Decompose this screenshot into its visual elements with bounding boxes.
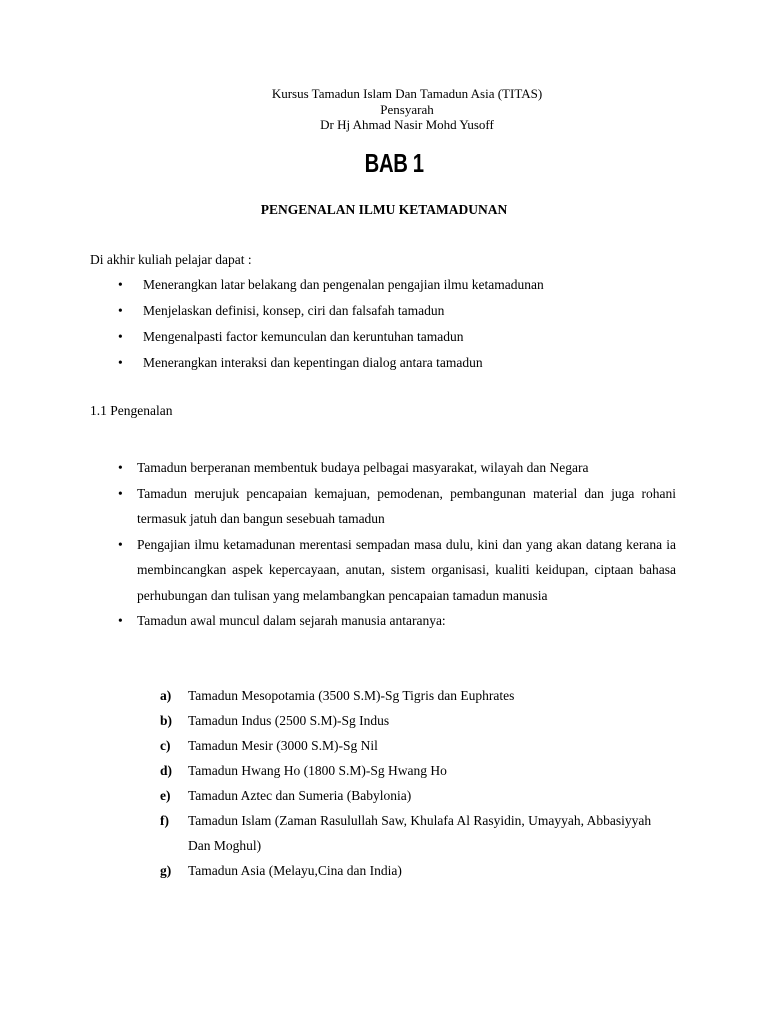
civilization-text: Tamadun Hwang Ho (1800 S.M)-Sg Hwang Ho [188, 763, 447, 778]
civilization-item [160, 758, 660, 783]
civilization-text: Tamadun Mesir (3000 S.M)-Sg Nil [188, 738, 378, 753]
point-item: • Tamadun awal muncul dalam sejarah manusia antaranya: [114, 608, 676, 634]
objective-item: • Mengenalpasti factor kemunculan dan keruntuhan tamadun [114, 326, 544, 352]
chapter-subtitle: PENGENALAN ILMU KETAMADUNAN [260, 202, 508, 217]
civilization-item [160, 683, 660, 708]
civilization-text: Tamadun Aztec dan Sumeria (Babylonia) [188, 788, 412, 803]
list-marker: f) [160, 813, 169, 828]
objectives-intro: Di akhir kuliah pelajar dapat : [90, 252, 252, 267]
lecturer-name: Dr Hj Ahmad Nasir Mohd Yusoff [320, 117, 494, 132]
objectives-list [114, 274, 544, 378]
list-marker: b) [160, 713, 173, 728]
chapter-title: BAB 1 [364, 148, 424, 178]
objective-item: • Menjelaskan definisi, konsep, ciri dan falsafah tamadun [114, 300, 544, 326]
civilization-item [160, 858, 660, 883]
list-marker: c) [160, 738, 171, 753]
civilization-text: Tamadun Asia (Melayu,Cina dan India) [188, 863, 402, 878]
civilization-list [160, 683, 660, 883]
objective-item: • Menerangkan interaksi dan kepentingan dialog antara tamadun [114, 352, 544, 378]
civilization-item [160, 783, 660, 808]
civilization-item [160, 808, 660, 858]
list-marker: a) [160, 688, 172, 703]
course-header [0, 86, 768, 133]
introduction-points [114, 455, 676, 634]
objective-item: • Menerangkan latar belakang dan pengenalan pengajian ilmu ketamadunan [114, 274, 544, 300]
list-marker: g) [160, 863, 172, 878]
course-title: Kursus Tamadun Islam Dan Tamadun Asia (TITAS) [271, 86, 543, 101]
lecturer-label: Pensyarah [380, 101, 434, 117]
point-item: • Tamadun merujuk pencapaian kemajuan, pemodenan, pembangunan material dan juga rohani termasuk jatuh dan bangun sesebuah tamadun [114, 481, 676, 532]
civilization-text: Tamadun Islam (Zaman Rasulullah Saw, Khulafa Al Rasyidin, Umayyah, Abbasiyyah Dan Moghul) [188, 813, 652, 853]
section-heading: 1.1 Pengenalan [90, 403, 173, 418]
point-item: • Pengajian ilmu ketamadunan merentasi sempadan masa dulu, kini dan yang akan datang kerana ia membincangkan aspek kepercayaan, anutan, sistem organisasi, kualiti keidupan, ciptaan bahasa perhubungan dan tulisan yang melambangkan pencapaian tamadun manusia [114, 532, 676, 609]
list-marker: e) [160, 788, 171, 803]
civilization-item [160, 733, 660, 758]
civilization-item [160, 708, 660, 733]
list-marker: d) [160, 763, 173, 778]
civilization-text: Tamadun Mesopotamia (3500 S.M)-Sg Tigris dan Euphrates [188, 688, 515, 703]
point-item: • Tamadun berperanan membentuk budaya pelbagai masyarakat, wilayah dan Negara [114, 455, 676, 481]
civilization-text: Tamadun Indus (2500 S.M)-Sg Indus [188, 713, 390, 728]
